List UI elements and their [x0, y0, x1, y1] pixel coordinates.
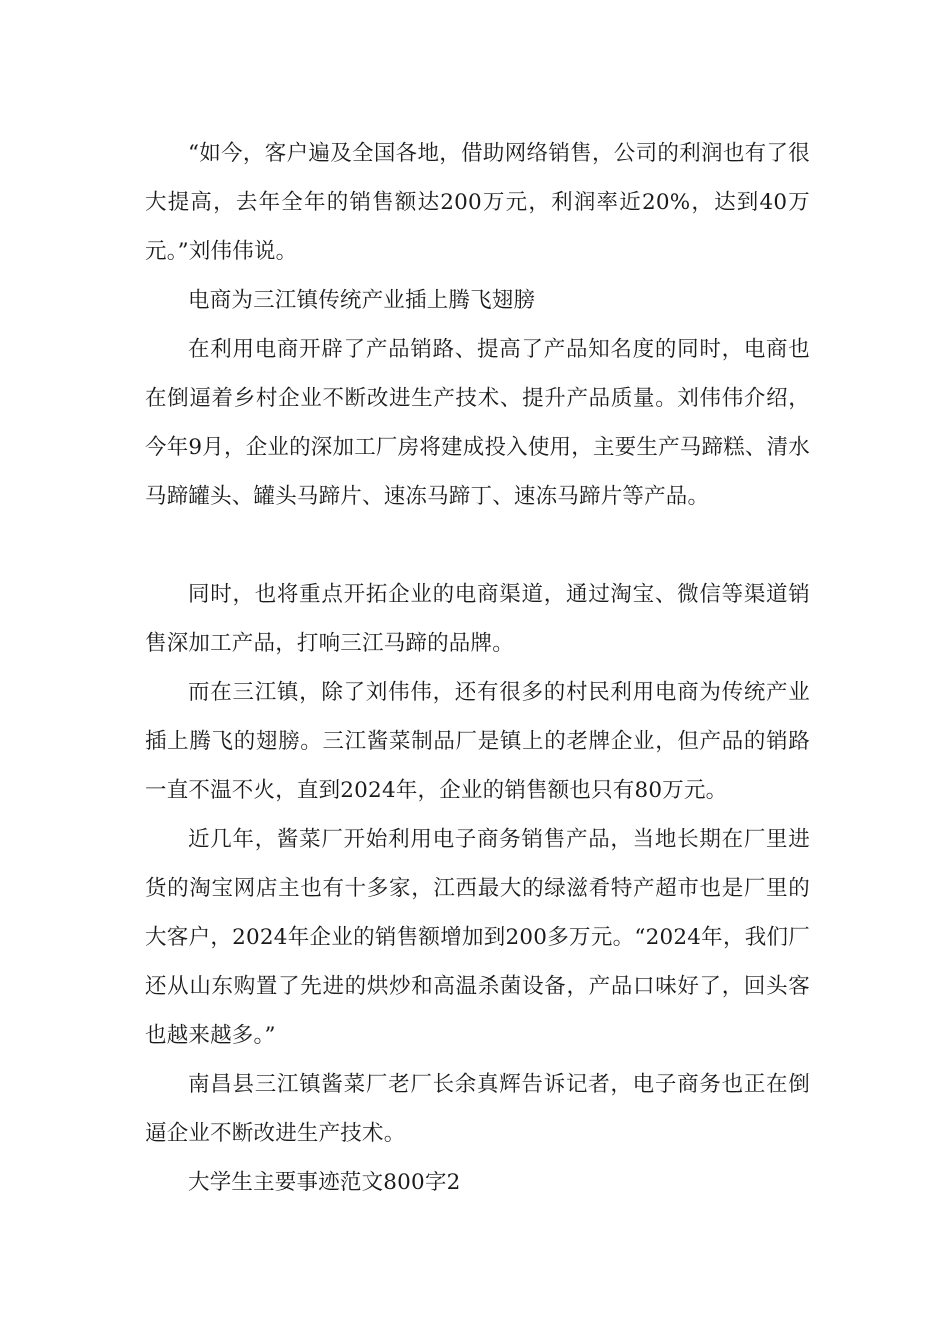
section-heading-ecommerce: 电商为三江镇传统产业插上腾飞翅膀: [188, 288, 536, 313]
paragraph-product-quality: 在利用电商开辟了产品销路、提高了产品知名度的同时，电商也在倒逼着乡村企业不断改进生产技术、提升产品质量。刘伟伟介绍，今年9月，企业的深加工厂房将建成投入使用，主要生产马蹄糕、清水马蹄罐头、罐头马蹄片、速冻马蹄丁、速冻马蹄片等产品。: [145, 337, 810, 509]
paragraph-quote-profit: “如今，客户遍及全国各地，借助网络销售，公司的利润也有了很大提高，去年全年的销售额达200万元，利润率近20%，达到40万元。”刘伟伟说。: [145, 141, 810, 264]
paragraph-sanjiang-villagers: 而在三江镇，除了刘伟伟，还有很多的村民利用电商为传统产业插上腾飞的翅膀。三江酱菜制品厂是镇上的老牌企业，但产品的销路一直不温不火，直到2024年，企业的销售额也只有80万元。: [145, 680, 810, 803]
document-body: [145, 129, 810, 1207]
paragraph-pickle-factory: 近几年，酱菜厂开始利用电子商务销售产品，当地长期在厂里进货的淘宝网店主也有十多家，江西最大的绿滋肴特产超市也是厂里的大客户，2024年企业的销售额增加到200多万元。“2024年，我们厂还从山东购置了先进的烘炒和高温杀菌设备，产品口味好了，回头客也越来越多。”: [145, 827, 810, 1048]
paragraph-factory-director: 南昌县三江镇酱菜厂老厂长余真辉告诉记者，电子商务也正在倒逼企业不断改进生产技术。: [145, 1072, 810, 1146]
paragraph-ecommerce-channels: 同时，也将重点开拓企业的电商渠道，通过淘宝、微信等渠道销售深加工产品，打响三江马蹄的品牌。: [145, 582, 810, 656]
paragraph-gap: [145, 521, 810, 570]
section-heading-next-essay: 大学生主要事迹范文800字2: [188, 1170, 461, 1195]
